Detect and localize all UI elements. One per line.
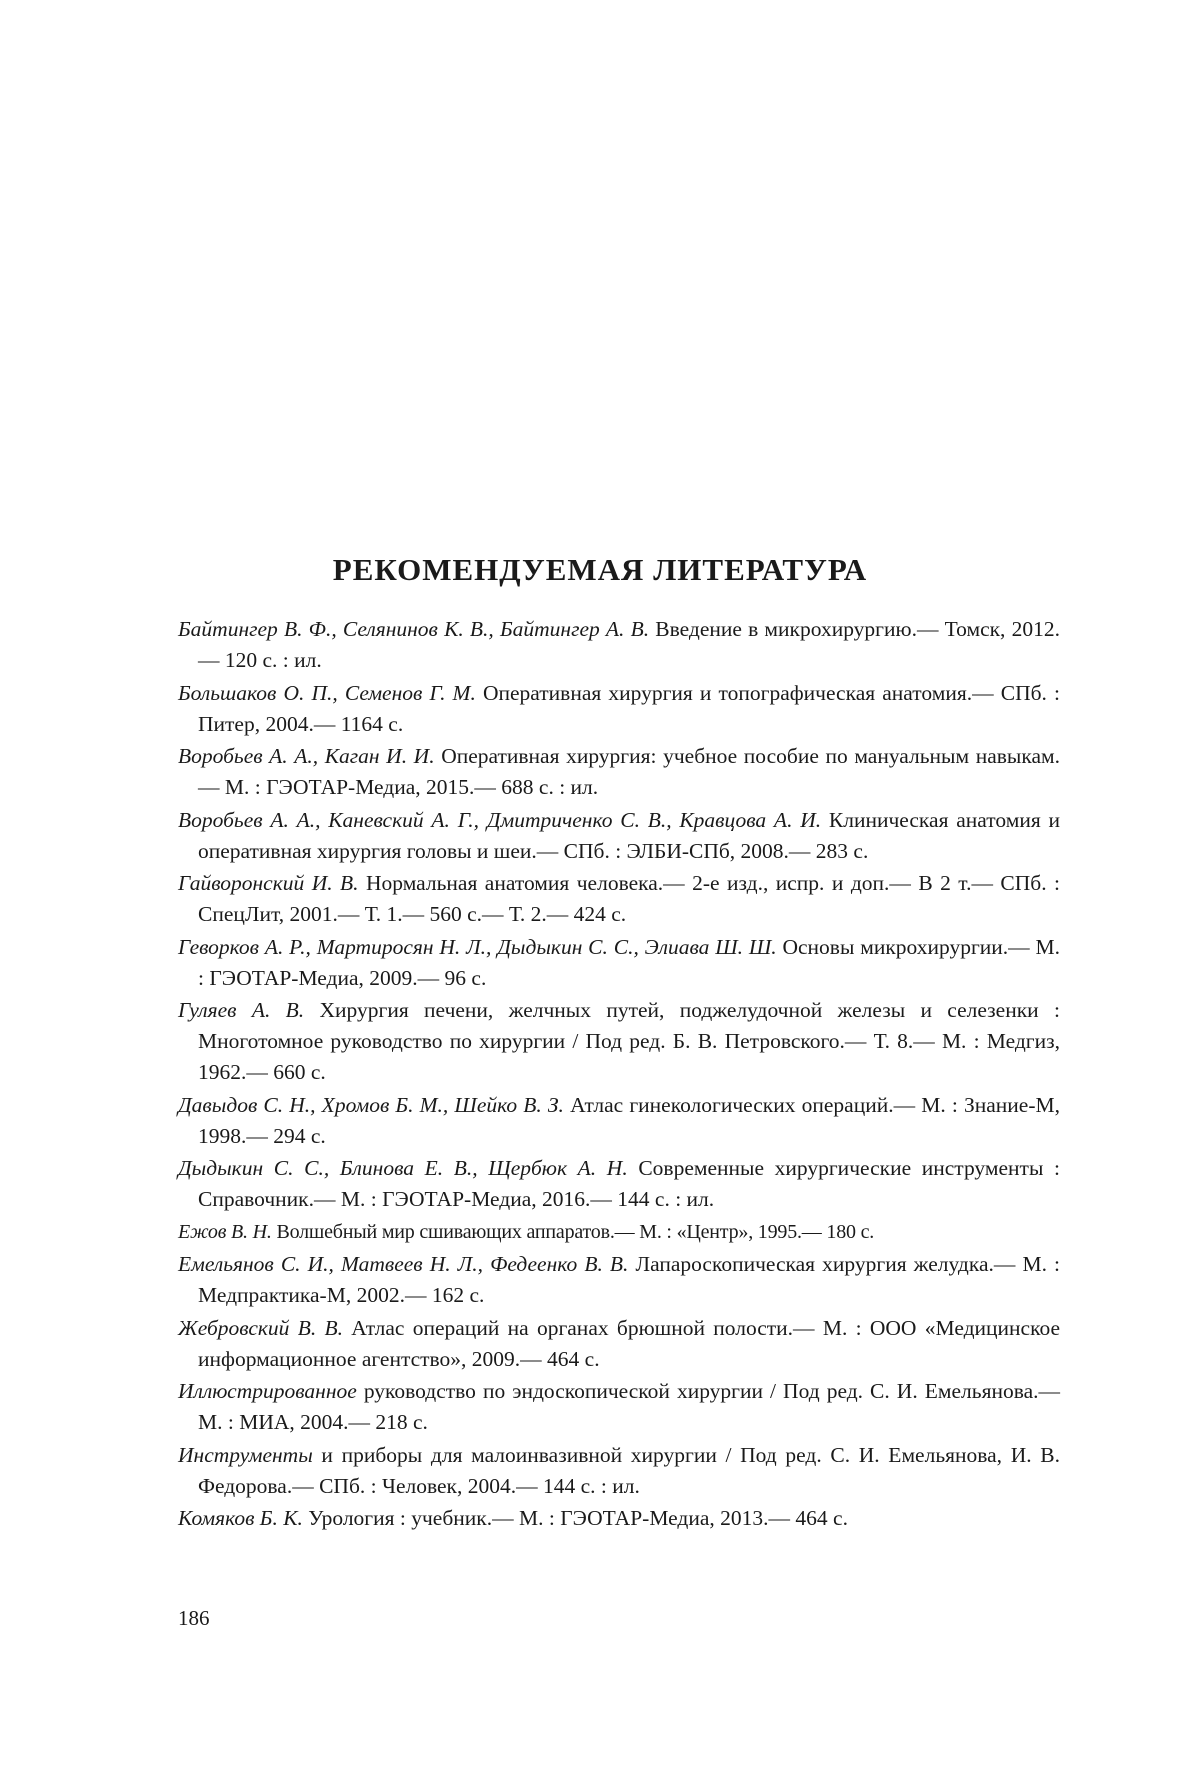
entry-authors: Гуляев А. В. bbox=[178, 998, 305, 1022]
entry-authors: Инструменты bbox=[178, 1442, 313, 1467]
entry-details: Волшебный мир сшивающих аппаратов.— М. : «Центр», 1995.— 180 с. bbox=[271, 1220, 875, 1243]
entry-authors: Дыдыкин С. С., Блинова Е. В., Щербюк А. Н. bbox=[178, 1156, 628, 1180]
bibliography-entry bbox=[178, 1090, 1060, 1152]
bibliography-entry bbox=[178, 995, 1060, 1088]
entry-details: Оперативная хирургия и топографическая анатомия.— СПб. : Питер, 2004.— 1164 с. bbox=[198, 680, 1060, 736]
entry-authors: Емельянов С. И., Матвеев Н. Л., Федеенко В. В. bbox=[178, 1252, 629, 1276]
bibliography-entry bbox=[178, 1503, 1060, 1534]
page-heading: РЕКОМЕНДУЕМАЯ ЛИТЕРАТУРА bbox=[332, 552, 868, 587]
entry-details: Атлас гинекологических операций.— М. : Знание-М, 1998.— 294 с. bbox=[198, 1092, 1060, 1148]
entry-details: Оперативная хирургия: учебное пособие по мануальным навыкам.— М. : ГЭОТАР-Медиа, 2015.— 688 с. : ил. bbox=[198, 744, 1060, 799]
entry-authors: Давыдов С. Н., Хромов Б. М., Шейко В. З. bbox=[178, 1092, 564, 1117]
entry-authors: Иллюстрированное bbox=[178, 1379, 357, 1403]
bibliography-entry bbox=[178, 678, 1060, 740]
bibliography-entry bbox=[178, 1313, 1060, 1375]
entry-details: Современные хирургические инструменты : Справочник.— М. : ГЭОТАР-Медиа, 2016.— 144 с. : ил. bbox=[198, 1156, 1060, 1211]
entry-authors: Большаков О. П., Семенов Г. М. bbox=[178, 680, 476, 705]
entry-authors: Комяков Б. К. bbox=[178, 1506, 303, 1530]
entry-details: Лапароскопическая хирургия желудка.— М. : Медпрактика-М, 2002.— 162 с. bbox=[198, 1252, 1060, 1307]
entry-authors: Воробьев А. А., Каневский А. Г., Дмитриченко С. В., Кравцова А. И. bbox=[178, 807, 822, 832]
page-number: 186 bbox=[178, 1606, 210, 1630]
bibliography-entry bbox=[178, 741, 1060, 803]
entry-details: Хирургия печени, желчных путей, поджелудочной железы и селезенки : Многотомное руководство по хирургии / Под ред. Б. В. Петровского.— Т. 8.— М. : Медгиз, 1962.— 660 с. bbox=[198, 998, 1060, 1084]
entry-authors: Байтингер В. Ф., Селянинов К. В., Байтингер А. В. bbox=[178, 617, 650, 641]
bibliography-entry bbox=[178, 1217, 1060, 1248]
entry-details: и приборы для малоинвазивной хирургии / Под ред. С. И. Емельянова, И. В. Федорова.— СПб. : Человек, 2004.— 144 с. : ил. bbox=[198, 1442, 1060, 1498]
entry-authors: Воробьев А. А., Каган И. И. bbox=[178, 744, 435, 768]
bibliography-entry bbox=[178, 1249, 1060, 1311]
entry-details: Атлас операций на органах брюшной полости.— М. : ООО «Медицинское информационное агентство», 2009.— 464 с. bbox=[198, 1315, 1061, 1371]
bibliography-entry bbox=[178, 932, 1060, 994]
entry-details: Нормальная анатомия человека.— 2-е изд., испр. и доп.— В 2 т.— СПб. : СпецЛит, 2001.— Т. 1.— 560 с.— Т. 2.— 424 с. bbox=[198, 871, 1061, 926]
entry-authors: Жебровский В. В. bbox=[178, 1315, 344, 1340]
entry-details: Введение в микрохирургию.— Томск, 2012.— 120 с. : ил. bbox=[198, 617, 1060, 672]
bibliography-entry bbox=[178, 1376, 1060, 1438]
entry-details: Основы микрохирургии.— М. : ГЭОТАР-Медиа, 2009.— 96 с. bbox=[198, 934, 1060, 990]
entry-details: руководство по эндоскопической хирургии / Под ред. С. И. Емельянова.— М. : МИА, 2004.— 218 с. bbox=[198, 1379, 1060, 1434]
entry-details: Урология : учебник.— М. : ГЭОТАР-Медиа, 2013.— 464 с. bbox=[302, 1506, 848, 1530]
entry-authors: Геворков А. Р., Мартиросян Н. Л., Дыдыкин С. С., Элиава Ш. Ш. bbox=[178, 934, 777, 959]
bibliography-entry bbox=[178, 614, 1060, 676]
bibliography-entry bbox=[178, 1440, 1060, 1502]
bibliography-entry bbox=[178, 805, 1060, 867]
entry-authors: Ежов В. Н. bbox=[178, 1220, 272, 1243]
bibliography-entry bbox=[178, 1153, 1060, 1215]
bibliography-list bbox=[178, 614, 1060, 1536]
bibliography-entry bbox=[178, 868, 1060, 930]
entry-details: Клиническая анатомия и оперативная хирургия головы и шеи.— СПб. : ЭЛБИ-СПб, 2008.— 283 с. bbox=[198, 807, 1060, 863]
entry-authors: Гайворонский И. В. bbox=[178, 871, 359, 895]
